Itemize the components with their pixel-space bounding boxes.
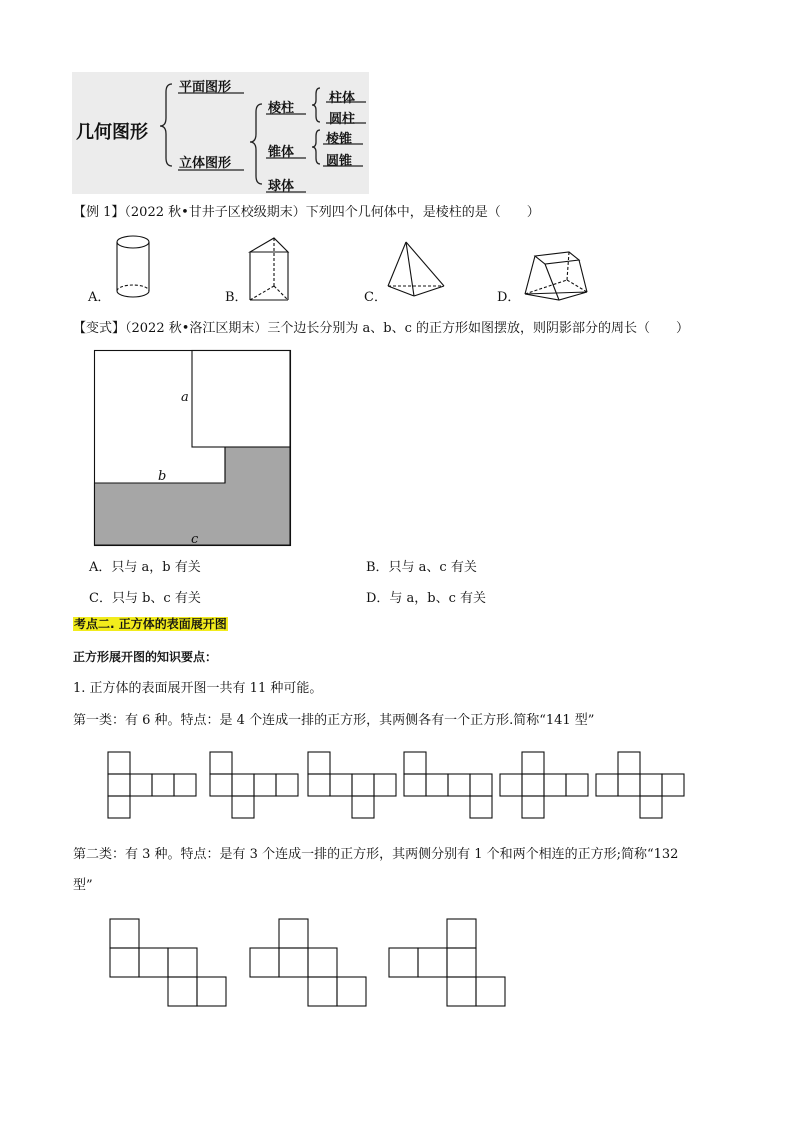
net-141-2 [210,752,298,818]
section2-subtitle: 正方形展开图的知识要点： [73,650,218,664]
net-141-4 [404,752,492,818]
tree-sphere: 球体 [268,179,295,194]
tree-root: 几何图形 [76,122,148,143]
example1-option-c: C． [364,290,387,305]
variant-option-b: B．只与 a、c 有关 [366,560,477,575]
section2-type1: 第一类：有 6 种。特点：是 4 个连成一排的正方形，其两侧各有一个正方形.简称“141 型” [73,713,595,728]
tree-cone-child-2: 圆锥 [326,154,353,169]
variant-question: 【变式】（2022 秋•洛江区期末）三个边长分别为 a、b、c 的正方形如图摆放，则阴影部分的周长（ ） [73,321,690,336]
section2-type2-line1: 第二类：有 3 种。特点：是有 3 个连成一排的正方形，其两侧分别有 1 个和两个相连的正方形;简称“132 [73,847,679,862]
example1-option-d: D． [497,290,521,305]
label-b: b [158,469,167,484]
section2-title-text: 考点二. 正方体的表面展开图 [74,617,227,631]
tree-prism-child-1: 柱体 [329,91,356,106]
variant-option-d: D．与 a，b、c 有关 [366,591,487,606]
tree-plane: 平面图形 [179,80,232,95]
net-141-6 [596,752,684,818]
tree-cone-child-1: 棱锥 [326,132,353,147]
tree-solid: 立体图形 [179,156,232,171]
tree-cone-group: 锥体 [268,145,295,160]
label-c: c [191,532,199,547]
variant-option-a: A．只与 a，b 有关 [89,560,201,575]
tree-prism: 棱柱 [268,101,295,116]
net-132-2 [250,919,366,1006]
example1-question: 【例 1】（2022 秋•甘井子区校级期末）下列四个几何体中，是棱柱的是（ ） [73,205,540,220]
net-141-1 [108,752,196,818]
net-132-3 [389,919,505,1006]
label-a: a [181,390,189,405]
net-132-1 [110,919,226,1006]
section2-type2-line2: 型” [73,878,93,893]
tree-prism-child-2: 圆柱 [329,112,356,127]
example1-option-a: A． [88,290,111,305]
example1-option-b: B． [225,290,248,305]
net-141-3 [308,752,396,818]
section2-point1: 1. 正方体的表面展开图一共有 11 种可能。 [73,681,323,696]
net-141-5 [500,752,588,818]
variant-option-c: C．只与 b、c 有关 [89,591,201,606]
